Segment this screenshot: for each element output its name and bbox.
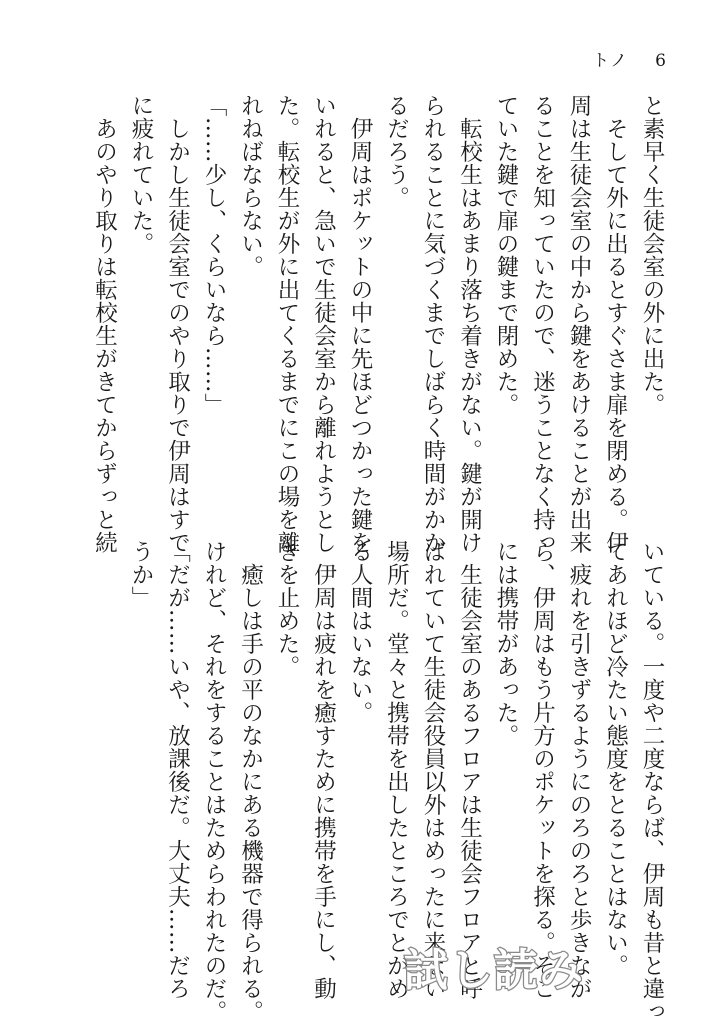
- text-column: うか」: [128, 540, 154, 609]
- text-column: しかし生徒会室でのやり取りで伊周はすで: [164, 94, 191, 554]
- text-column: 「だが……いや、放課後だ。大丈夫……だろ: [164, 540, 191, 1000]
- text-column: 「……少し、くらいなら……」: [201, 94, 227, 416]
- author-name: トノ: [592, 51, 630, 71]
- text-column: けれど、それをすることはためらわれたのだ。: [201, 540, 227, 1023]
- text-column: いれると、急いで生徒会室から離れようとし: [310, 94, 337, 554]
- text-column: 癒しは手の平のなかにある機器で得られる。: [237, 540, 264, 1023]
- text-column: あのやり取りは転校生がきてからずっと続: [91, 94, 118, 554]
- text-column: 場所だ。堂々と携帯を出したところでとがめ: [383, 540, 410, 1000]
- text-column: ていた鍵で扉の鍵まで閉めた。: [493, 94, 519, 416]
- text-column: に疲れていた。: [128, 94, 154, 255]
- text-column: るだろう。: [383, 94, 410, 209]
- text-column: きを止めた。: [274, 540, 300, 678]
- text-column: れねばならない。: [237, 94, 264, 278]
- text-column: ばれていて生徒会役員以外はめったに来ない: [420, 540, 446, 1000]
- text-column: る人間はいない。: [347, 540, 373, 724]
- text-column: 疲れを引きずるようにのろのろと歩きなが: [566, 540, 592, 1000]
- text-column: 伊周はポケットの中に先ほどつかった鍵を: [347, 94, 373, 554]
- text-column: いている。一度や二度ならば、伊周も昔と違っ: [639, 540, 665, 1023]
- text-column: には携帯があった。: [493, 540, 519, 747]
- text-column: た。転校生が外に出てくるまでにこの場を離: [274, 94, 300, 554]
- text-column: 伊周は疲れを癒すために携帯を手にし、動: [310, 540, 337, 1000]
- text-column: てあれほど冷たい態度をとることはない。: [602, 540, 629, 977]
- text-column: 周は生徒会室の中から鍵をあけることが出来: [566, 94, 592, 554]
- text-column: そして外に出るとすぐさま扉を閉める。伊: [602, 94, 629, 554]
- page-number: 6: [655, 51, 668, 71]
- text-column: 転校生はあまり落ち着きがない。鍵が開け: [456, 94, 483, 554]
- text-column: ることを知っていたので、迷うことなく持っ: [529, 94, 556, 554]
- page-header: [592, 46, 668, 71]
- text-column: と素早く生徒会室の外に出た。: [639, 94, 665, 416]
- text-block-top: [86, 94, 670, 554]
- text-column: られることに気づくまでしばらく時間がかか: [420, 94, 446, 554]
- text-column: ら、伊周はもう片方のポケットを探る。そこ: [529, 540, 556, 1000]
- preview-watermark: 試し読み: [404, 945, 584, 996]
- text-column: 生徒会室のあるフロアは生徒会フロアと呼: [456, 540, 483, 1000]
